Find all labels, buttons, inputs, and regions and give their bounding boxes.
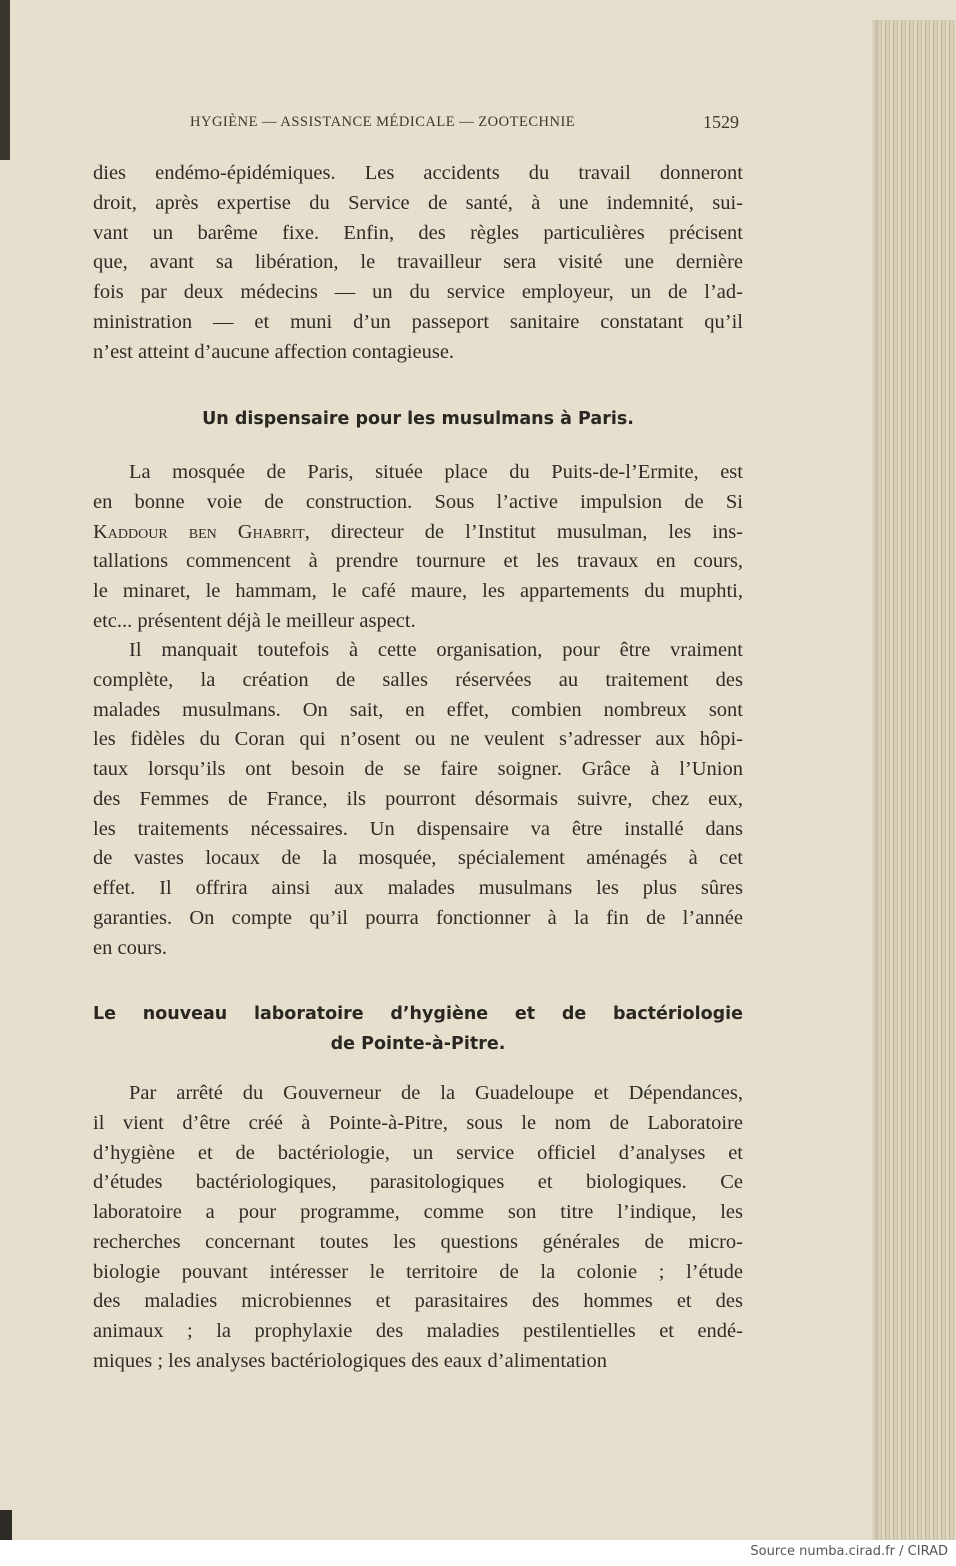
text-line: que, avant sa libération, le travailleur sera visité une dernière xyxy=(93,251,743,274)
text-line: miques ; les analyses bactériologiques des eaux d’alimentation xyxy=(93,1349,608,1372)
text-line: de vastes locaux de la mosquée, spécialement aménagés à cet xyxy=(93,847,743,870)
text-line: des maladies microbiennes et parasitaires des hommes et des xyxy=(93,1290,743,1313)
text-line: malades musulmans. On sait, en effet, combien nombreux sont xyxy=(93,698,743,721)
text-line: laboratoire a pour programme, comme son titre l’indique, les xyxy=(93,1201,743,1223)
text-line: tallations commencent à prendre tournure et les travaux en cours, xyxy=(93,550,743,573)
scan-border xyxy=(0,1510,12,1540)
source-credit: Source numba.cirad.fr / CIRAD xyxy=(750,1544,948,1559)
text-line: ministration — et muni d’un passeport sanitaire constatant qu’il xyxy=(93,310,743,333)
text-line: fois par deux médecins — un du service employeur, un de l’ad- xyxy=(93,281,743,303)
section-heading: Le nouveau laboratoire d’hygiène et de bactériologie xyxy=(93,1004,743,1024)
text-line: il vient d’être créé à Pointe-à-Pitre, sous le nom de Laboratoire xyxy=(93,1111,743,1134)
text-line: les traitements nécessaires. Un dispensaire va être installé dans xyxy=(93,817,743,840)
text-line: vant un barême fixe. Enfin, des règles particulières précisent xyxy=(93,221,743,244)
name-small-caps: Kaddour ben Ghabrit xyxy=(93,520,305,543)
text-line: effet. Il offrira ainsi aux malades musulmans les plus sûres xyxy=(93,877,743,899)
section-heading: de Pointe-à-Pitre. xyxy=(330,1034,506,1054)
text-line: etc... présentent déjà le meilleur aspect. xyxy=(93,609,416,632)
page-number: 1529 xyxy=(703,112,739,132)
text-line: animaux ; la prophylaxie des maladies pestilentielles et endé- xyxy=(93,1320,743,1342)
section-heading: Un dispensaire pour les musulmans à Paris. xyxy=(202,409,634,429)
text-line: n’est atteint d’aucune affection contagieuse. xyxy=(93,340,455,363)
text-line: les fidèles du Coran qui n’osent ou ne veulent s’adresser aux hôpi- xyxy=(93,728,743,751)
text-line: droit, après expertise du Service de santé, à une indemnité, sui- xyxy=(93,191,743,214)
text-line: La mosquée de Paris, située place du Puits-de-l’Ermite, est xyxy=(129,461,743,483)
text-line xyxy=(93,521,743,543)
text-segment: , directeur de l’Institut musulman, les ins- xyxy=(304,520,744,543)
text-line: d’hygiène et de bactériologie, un service officiel d’analyses et xyxy=(93,1141,743,1164)
text-line: Par arrêté du Gouverneur de la Guadeloupe et Dépendances, xyxy=(129,1082,743,1104)
text-line: des Femmes de France, ils pourront désormais suivre, chez eux, xyxy=(93,787,743,810)
text-line: taux lorsqu’ils ont besoin de se faire soigner. Grâce à l’Union xyxy=(93,758,743,780)
text-line: dies endémo-épidémiques. Les accidents du travail donneront xyxy=(93,162,743,184)
text-line: complète, la création de salles réservées au traitement des xyxy=(93,668,743,691)
text-line: en bonne voie de construction. Sous l’active impulsion de Si xyxy=(93,490,743,513)
text-line: recherches concernant toutes les questions générales de micro- xyxy=(93,1230,743,1253)
text-line: Il manquait toutefois à cette organisation, pour être vraiment xyxy=(129,639,743,661)
text-line: biologie pouvant intéresser le territoire de la colonie ; l’étude xyxy=(93,1260,743,1283)
scan-border xyxy=(0,0,10,160)
running-title: HYGIÈNE — ASSISTANCE MÉDICALE — ZOOTECHNIE xyxy=(190,114,576,130)
text-line: le minaret, le hammam, le café maure, les appartements du muphti, xyxy=(93,580,743,602)
text-line: en cours. xyxy=(93,936,168,959)
text-line: d’études bactériologiques, parasitologiques et biologiques. Ce xyxy=(93,1171,743,1194)
book-page-edges xyxy=(878,20,956,1540)
text-line: garanties. On compte qu’il pourra fonctionner à la fin de l’année xyxy=(93,906,743,929)
